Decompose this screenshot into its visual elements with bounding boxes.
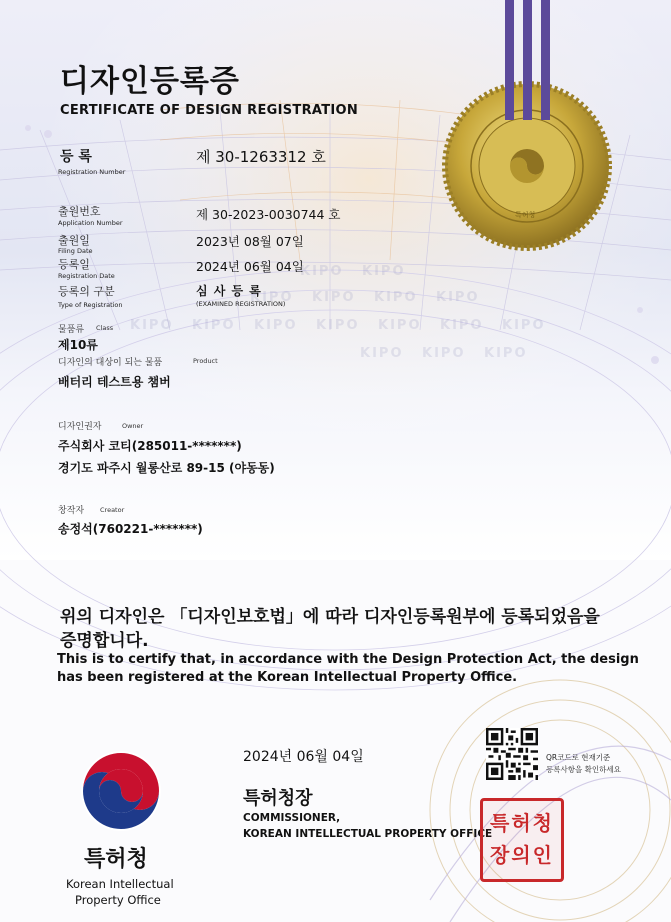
watermark-kipo: KIPO [374, 290, 418, 305]
creator-name: 송정석(760221-*******) [58, 522, 203, 536]
kipo-logo-icon [80, 750, 162, 832]
registration-type: 심 사 등 록 [196, 284, 262, 298]
watermark-kipo: KIPO [130, 318, 174, 333]
page-title: 디자인등록증 [60, 64, 240, 99]
watermark-kipo: KIPO [254, 318, 298, 333]
certification-text-en: This is to certify that, in accordance with the Design Protection Act, the design [57, 652, 639, 667]
watermark-kipo: KIPO [484, 346, 528, 361]
org-name-ko: 특허청 [84, 847, 148, 872]
qr-note-2: 등록사항을 확인하세요 [546, 765, 621, 774]
watermark-kipo: KIPO [312, 290, 356, 305]
owner-name: 주식회사 코티(285011-*******) [58, 439, 242, 453]
creator-label: 창작자 [58, 506, 85, 516]
org-name-en-2: Property Office [75, 893, 161, 907]
product-value: 배터리 테스트용 챔버 [58, 375, 171, 389]
commissioner-en: COMMISSIONER, [243, 812, 341, 824]
registration-date-label-en: Registration Date [58, 272, 115, 280]
registration-label: 등 록 [60, 149, 92, 165]
class-value: 제10류 [58, 338, 98, 352]
ribbon-stripe [523, 0, 532, 120]
watermark-kipo: KIPO [360, 346, 404, 361]
registration-number: 제 30-1263312 호 [196, 148, 326, 166]
registration-date-label: 등록일 [58, 258, 90, 271]
owner-label: 디자인권자 [58, 422, 102, 432]
certification-text-ko: 위의 디자인은 「디자인보호법」에 따라 디자인등록원부에 등록되었음을 [60, 607, 600, 627]
org-name-en: Korean Intellectual [66, 877, 174, 891]
watermark-kipo: KIPO [362, 264, 406, 279]
watermark-kipo: KIPO [192, 318, 236, 333]
class-label-en: Class [96, 324, 114, 332]
application-label-en: Application Number [58, 219, 123, 227]
registration-label-en: Registration Number [58, 168, 126, 176]
official-stamp [480, 798, 564, 882]
qr-code[interactable] [486, 728, 538, 780]
watermark-kipo: KIPO [378, 318, 422, 333]
filing-label-en: Filing Date [58, 247, 93, 255]
issue-date: 2024년 06월 04일 [243, 749, 364, 765]
watermark-kipo: KIPO [300, 264, 344, 279]
registration-type-en: (EXAMINED REGISTRATION) [196, 300, 286, 308]
qr-note: QR코드로 현재기준 [546, 753, 611, 762]
class-label: 물품류 [58, 325, 85, 335]
commissioner-en-2: KOREAN INTELLECTUAL PROPERTY OFFICE [243, 828, 493, 840]
watermark-kipo: KIPO [502, 318, 546, 333]
page-subtitle: CERTIFICATE OF DESIGN REGISTRATION [60, 103, 359, 118]
ribbon-stripe [505, 0, 514, 120]
watermark-kipo: KIPO [422, 346, 466, 361]
watermark-kipo: KIPO [436, 290, 480, 305]
watermark-kipo: KIPO [250, 290, 294, 305]
watermark-kipo: KIPO [440, 318, 484, 333]
type-label-en: Type of Registration [58, 301, 123, 309]
ribbon-stripe [541, 0, 550, 120]
application-label: 출원번호 [58, 205, 101, 218]
filing-date: 2023년 08월 07일 [196, 234, 304, 249]
commissioner-title: 특허청장 [243, 788, 313, 809]
watermark-kipo: KIPO [316, 318, 360, 333]
creator-label-en: Creator [100, 506, 125, 514]
owner-label-en: Owner [122, 422, 144, 430]
stamp-text-top: 특허청 [490, 811, 554, 835]
certification-text-en-2: has been registered at the Korean Intellectual Property Office. [57, 670, 518, 685]
owner-address: 경기도 파주시 월롱산로 89-15 (야동동) [58, 461, 275, 475]
application-number: 제 30-2023-0030744 호 [196, 207, 341, 222]
seal-text: 특허청 [515, 211, 536, 219]
certification-text-ko-2: 증명합니다. [60, 631, 149, 651]
product-label: 디자인의 대상이 되는 물품 [58, 358, 163, 368]
filing-label: 출원일 [58, 234, 90, 247]
type-label: 등록의 구분 [58, 285, 115, 298]
registration-date: 2024년 06월 04일 [196, 259, 304, 274]
stamp-text-bottom: 장의인 [490, 843, 554, 867]
product-label-en: Product [193, 357, 218, 365]
